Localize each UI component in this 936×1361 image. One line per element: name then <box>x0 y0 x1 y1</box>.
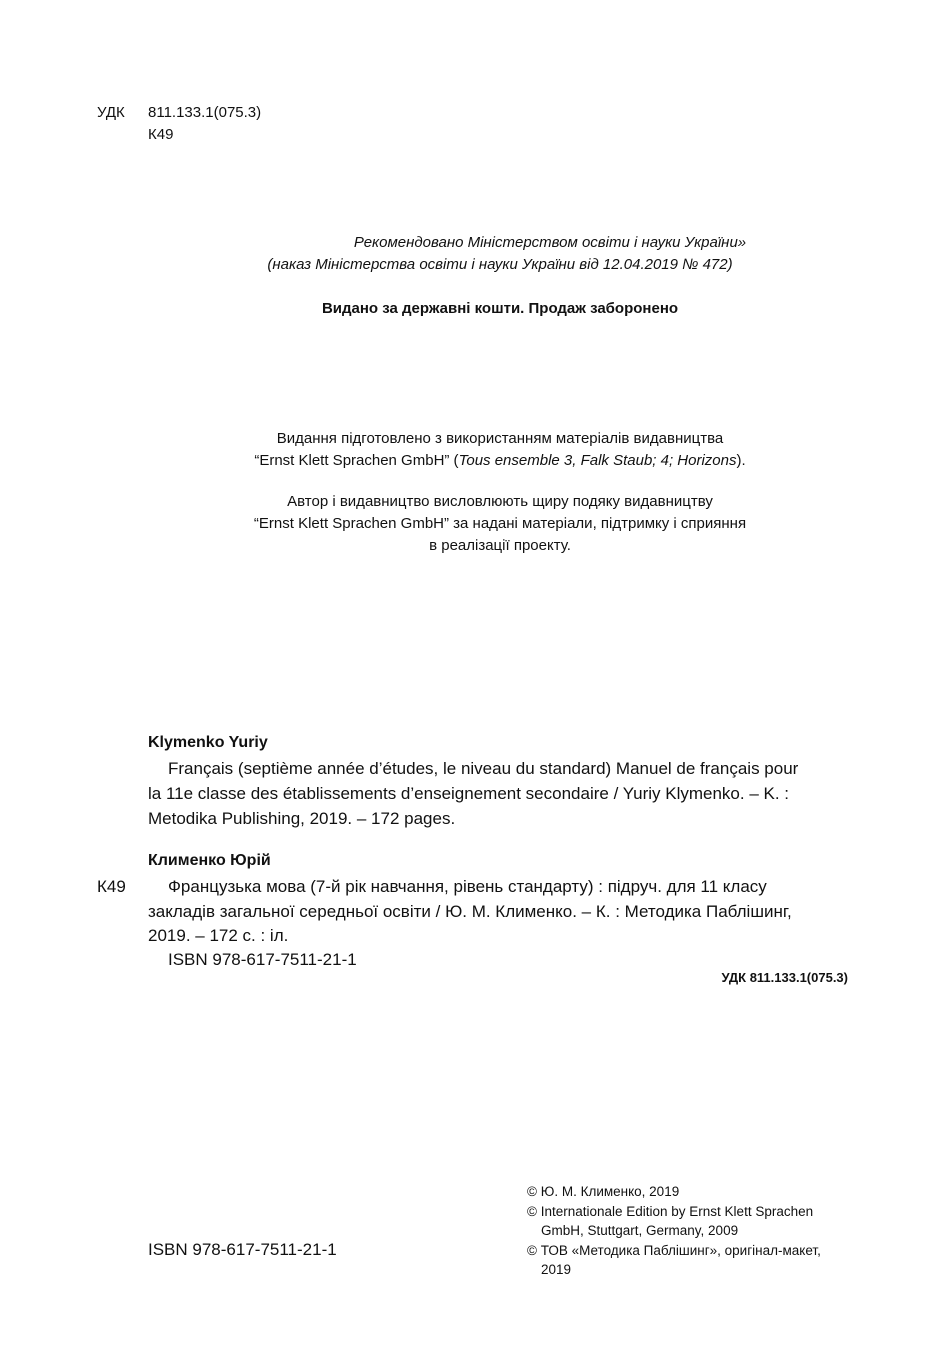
copyright-line: © Internationale Edition by Ernst Klett Sprachen <box>527 1203 814 1219</box>
prepared-line-1: Видання підготовлено з використанням матеріалів видавництва <box>276 430 724 447</box>
french-record-line-1: Français (septième année d’études, le niveau du standard) Manuel de français pour <box>168 759 799 778</box>
prepared-line-2-end: ). <box>736 452 746 469</box>
copyright-line: © ТОВ «Методика Паблішинг», оригінал-макет, <box>527 1242 821 1258</box>
ukr-record-mark: К49 <box>97 877 126 896</box>
thanks-line-2: “Ernst Klett Sprachen GmbH” за надані матеріали, підтримку і сприяння <box>253 515 747 532</box>
udk-code: 811.133.1(075.3) <box>148 104 262 121</box>
ukr-record-line-2: закладів загальної середньої освіти / Ю. М. Клименко. – К. : Методика Паблішинг, <box>148 902 792 921</box>
french-record-line-2: la 11e classe des établissements d’enseignement secondaire / Yuriy Klymenko. – K. : <box>148 784 790 803</box>
thanks-line-1: Автор і видавництво висловлюють щиру подяку видавництву <box>287 493 713 510</box>
ukr-record-udk: УДК 811.133.1(075.3) <box>721 970 848 985</box>
ukr-record-isbn: ISBN 978-617-7511-21-1 <box>168 950 357 969</box>
recommendation-line-1: Рекомендовано Міністерством освіти і науки України» <box>353 234 747 251</box>
copyright-line: © Ю. М. Клименко, 2019 <box>527 1184 680 1199</box>
udk-label: УДК <box>97 104 125 121</box>
prepared-line-2-plain: “Ernst Klett Sprachen GmbH” ( <box>254 452 459 469</box>
copyright-block <box>527 1182 821 1280</box>
prepared-line-2-italic: Tous ensemble 3, Falk Staub; 4; Horizons <box>458 452 737 469</box>
ukr-record-line-1: Французька мова (7-й рік навчання, рівень стандарту) : підруч. для 11 класу <box>168 877 767 896</box>
recommendation-line-2: (наказ Міністерства освіти і науки України від 12.04.2019 № 472) <box>267 256 733 273</box>
ukr-record-line-3: 2019. – 172 с. : іл. <box>148 926 289 945</box>
french-record-author: Klymenko Yuriy <box>148 734 268 751</box>
prepared-line-2 <box>100 450 900 472</box>
footer-isbn: ISBN 978-617-7511-21-1 <box>148 1240 337 1259</box>
ukr-record-author: Клименко Юрій <box>148 852 271 869</box>
copyright-line: GmbH, Stuttgart, Germany, 2009 <box>541 1223 739 1238</box>
copyright-line: 2019 <box>541 1262 572 1277</box>
state-funds-notice: Видано за державні кошти. Продаж заборонено <box>321 300 679 317</box>
french-record-line-3: Metodika Publishing, 2019. – 172 pages. <box>148 809 456 828</box>
author-mark: К49 <box>148 126 174 143</box>
thanks-line-3: в реалізації проекту. <box>429 537 571 554</box>
